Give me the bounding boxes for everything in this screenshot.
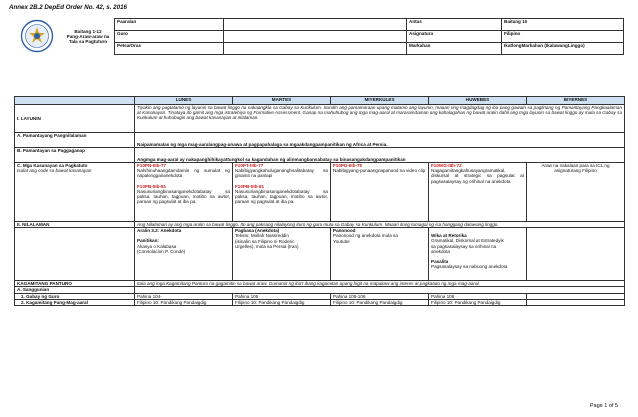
gabay-miyerkules: Pahina 105-106 <box>331 293 429 299</box>
nilalaman-martes: Pagbasa (Anekdota) Teksto: Mullah Nassreddin (isinalin sa Filipino ni Roderic Urgelles), mula sa Persia (Iran) <box>233 228 331 281</box>
kagamitan-lunes: Filipino 10: Pandikang Pandaigdig <box>135 299 233 305</box>
nilalaman-biyernes <box>527 228 625 281</box>
kagamitan-label: 2. Kagamitang Pang-Mag-aaral <box>15 299 135 305</box>
kasanayan-biyernes: Araw na nakalaan para sa ICL ng asignaturang Filipino <box>527 163 625 222</box>
sanggunian-label: A. Sanggunian <box>15 287 135 293</box>
pagganap-text: Angmga mag-aaral ay nakapanghihikayattungkol sa kagandahan ng alinmangbansabatay sa binasangakdangpampanitikan <box>135 148 625 163</box>
deped-seal <box>14 19 62 55</box>
day-header-martes: MARTES <box>233 97 331 105</box>
header-value-petsa[interactable] <box>224 43 407 55</box>
lesson-table <box>14 96 625 306</box>
header-value-guro[interactable] <box>224 31 407 43</box>
kagamitang-label: KAGAMITANG PANTURO <box>15 281 135 287</box>
kagamitan-martes: Filipino 10: Pandikang Pandaigdig <box>233 299 331 305</box>
annex-label: Annex 2B.2 DepEd Order No. 42, s. 2016 <box>9 4 127 11</box>
pagganap-label: B. Pamantayan sa Paggaganap <box>15 148 135 163</box>
day-header-lunes: LUNES <box>135 97 233 105</box>
kasanayan-huwebes: F10WG-IIIb-72 Nagagamitangkahusayangramatikal, diskursal at strategic sa pagsulat at pagsasalaysay ng orihinal na anekdota <box>429 163 527 222</box>
header-label-petsa: Petsa/Oras <box>115 43 224 55</box>
nilalaman-lunes: Aralin 3.2: Anekdota Panitikan: Akasya o Kalabasa (Consolacion P. Conde) <box>135 228 233 281</box>
header-label-antas: Antas <box>407 19 502 31</box>
gabay-lunes: Pahina 104- <box>135 293 233 299</box>
header-label-markahan: Markahan <box>407 43 502 55</box>
kagamitan-biyernes <box>527 299 625 305</box>
nilalaman-miyerkules: Panonood Panonood ng anekdota mula sa Youtube <box>331 228 429 281</box>
header-label-asignatura: Asignatura <box>407 31 502 43</box>
gabay-huwebes: Pahina 106 <box>429 293 527 299</box>
header-value-markahan[interactable]: IkatlongMarkahan (IkalawangLinggo) <box>502 43 624 55</box>
kagamitan-huwebes: Filipino 10: Pandikang Pandaigdig <box>429 299 527 305</box>
header-left-title: Baitang 1-12 Pang-Araw-araw na Tala sa Pagtuturo <box>66 28 110 45</box>
nilalaman-label: II. NILALAMAN <box>15 222 135 228</box>
day-header-biyernes: BIYERNES <box>527 97 625 105</box>
kasanayan-lunes: F10PN-IIIb-77 Nahihinuhaangdamdamin ng sumulat ng napakinggananekdota F10PB-IIIb-81 Nasusuriangbinasanganekdotabatay sa paksa, tauhan, tagpuan, motibo na awtor, paraan ng pagsulat at iba pa. <box>135 163 233 222</box>
deped-seal-icon <box>16 19 58 53</box>
header-value-asignatura[interactable]: Filipino <box>502 31 624 43</box>
nilalaman-text: Ang Nilalaman ay ang mga aralin sa bawat linggo. Ito ang paksang nilalayong ituro ng guro mula sa Gabay sa Kurikulum. Maaari itong tumagal ng isa hanggang dalawang linggo. <box>135 222 625 228</box>
kasanayan-martes: F10PT-IIIb-77 Nabibigyangkahulugananghsalitabatay sa ginamit na panlapi F10PB-IIIb-81 Nasusuriangbinasanganekdotabatay sa paksa, tauhan, tagpuan, motibo na awtor, paraan ng pagsulat at iba pa. <box>233 163 331 222</box>
header-value-antas[interactable]: Baitang 10 <box>502 19 624 31</box>
kagamitan-miyerkules: Filipino 10: Pandikang Pandaigdig <box>331 299 429 305</box>
layunin-label: I. LAYUNIN <box>15 105 135 133</box>
nilalaman-blank <box>15 228 135 281</box>
kasanayan-label-cell <box>15 163 135 222</box>
header-label-paaralan: Paaralan <box>115 19 224 31</box>
pangnilalaman-text: Naipamamalas ng mga mag-aaralangpag-unawa at pagpapahalaga sa mgaakdangpampanitikan ng Africa at Persia. <box>135 133 625 148</box>
day-header-miyerkules: MIYERKULES <box>331 97 429 105</box>
gabay-martes: Pahina 105 <box>233 293 331 299</box>
gabay-label: 1. Gabay ng Guro <box>15 293 135 299</box>
day-header-blank <box>15 97 135 105</box>
nilalaman-huwebes: Wika at Retorika Gramatikal, Diskorsal at Estratedyik sa pagsasalaysay sa orihinal na anekdota Pasalita Pagsasalaysay sa nabuong anekdota <box>429 228 527 281</box>
header-table <box>14 18 624 55</box>
kasanayan-sublabel: Isulat ang code sa bawat kasanayan <box>17 168 92 174</box>
page-number: Page 1 of 5 <box>589 403 618 409</box>
kasanayan-miyerkules: F10PD-IIIb-75 Nabibigyang-punaangnapanood na video clip <box>331 163 429 222</box>
layunin-text: Tiyakin ang pagtatamo ng layunin sa bawat linggo na nakaangkla sa Gabay sa Kurikulum. Sundin ang pamamaraan upang matamo ang layunin, maaari ring magdagdag ng iba pang gawain sa paglinang ng Pamantayang Pangkaalaman at Kasanayan. Tinataya ito gamit ang mga istratehiya ng Formative Assessment. Ganap na mahuhubog ang mga mag-aaral at mararamdaman ang kahalagahan ng bawat aralin dahil ang mga layunin sa bawat linggo ay mula sa Gabay sa Kurikulum at huhubugin ang bawat kasanayan at nilalaman. <box>135 105 625 133</box>
pangnilalaman-label: A. Pamantayang Pangnilalaman <box>15 133 135 148</box>
header-label-guro: Guro <box>115 31 224 43</box>
kasanayan-label: C. Mga Kasanayan sa Pagkatuto <box>17 163 88 168</box>
day-header-huwebes: HUWEBES <box>429 97 527 105</box>
header-value-paaralan[interactable] <box>224 19 407 31</box>
kagamitang-text: Itala ang mga Kagamitang Panturo na gagamitin sa bawat araw. Gumamit ng iba't ibang kagamitan upang higit na mapukaw ang interes at pagkatuto ng mga mag-aaral. <box>135 281 625 287</box>
